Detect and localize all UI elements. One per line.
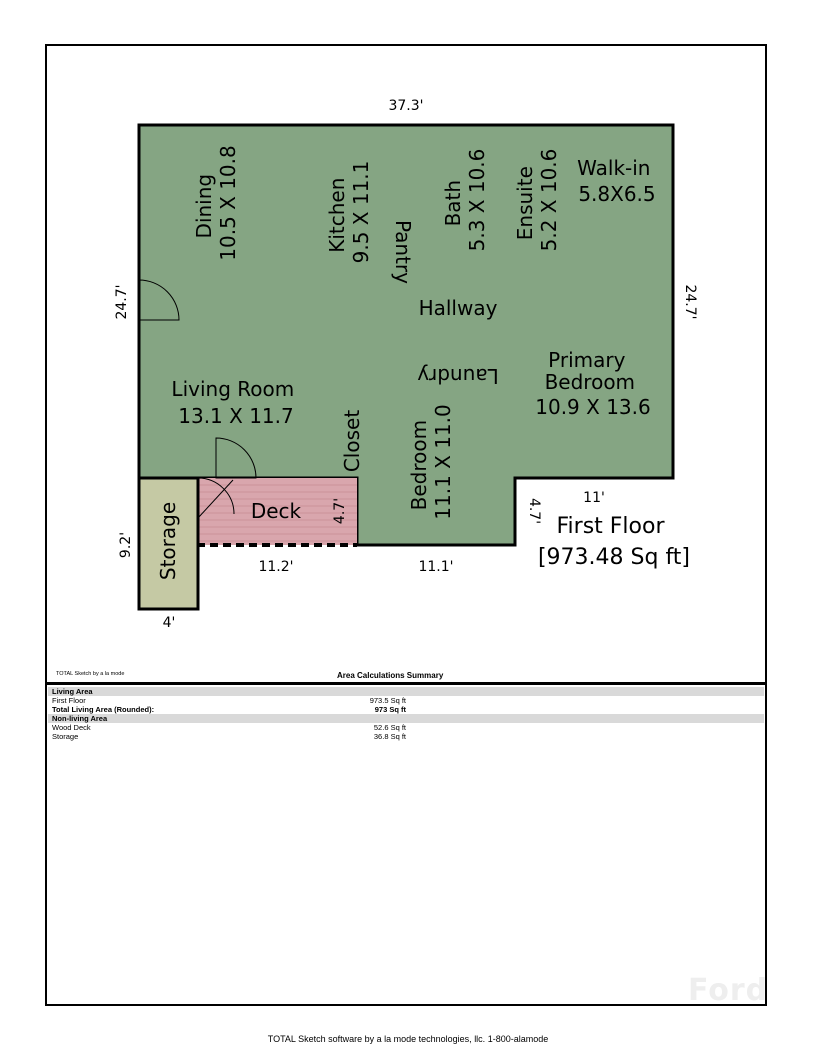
- dim-top: 37.3': [388, 98, 424, 114]
- watermark: Ford: [688, 973, 769, 1008]
- room-laundry: Laundry: [417, 364, 499, 388]
- room-closet: Closet: [340, 409, 364, 473]
- tool-label: TOTAL Sketch by a la mode: [56, 671, 125, 677]
- summary-row-value: 973.5 Sq ft: [369, 696, 406, 705]
- dim-deck-depth: 4.7': [332, 497, 348, 525]
- summary-row-label: Storage: [52, 732, 79, 741]
- room-dining: Dining 10.5 X 10.8: [192, 145, 240, 261]
- summary-row: [48, 723, 764, 732]
- dim-storage-width: 4': [162, 615, 176, 631]
- dim-notch-depth: 4.7': [526, 497, 542, 525]
- room-deck: Deck: [250, 499, 302, 523]
- floor-caption: First Floor [973.48 Sq ft]: [537, 514, 691, 570]
- footer-text: TOTAL Sketch software by a la mode technologies, llc. 1-800-alamode: [267, 1034, 549, 1044]
- summary-row-value: 36.8 Sq ft: [373, 732, 406, 741]
- summary-section-living: [48, 687, 764, 696]
- summary-row-value: 52.6 Sq ft: [373, 723, 406, 732]
- room-walkin: Walk-in 5.8X6.5: [577, 156, 656, 206]
- room-living: Living Room 13.1 X 11.7: [171, 377, 295, 428]
- room-bedroom: Bedroom 11.1 X 11.0: [407, 404, 455, 520]
- summary-section-label: Living Area: [52, 687, 93, 696]
- dim-deck-width: 11.2': [258, 559, 294, 575]
- summary-divider: [47, 682, 765, 685]
- summary-title: Area Calculations Summary: [337, 671, 444, 680]
- area-summary-table: [48, 687, 764, 741]
- summary-row-total: [48, 705, 764, 714]
- summary-row-label: Total Living Area (Rounded):: [52, 705, 155, 714]
- summary-section-nonliving: [48, 714, 764, 723]
- room-ensuite: Ensuite 5.2 X 10.6: [513, 148, 561, 252]
- summary-section-label: Non-living Area: [52, 714, 108, 723]
- room-storage: Storage: [156, 501, 180, 581]
- summary-row-value: 973 Sq ft: [374, 705, 406, 714]
- room-pantry: Pantry: [391, 220, 415, 284]
- summary-row: [48, 732, 764, 741]
- summary-row-label: First Floor: [52, 696, 86, 705]
- dim-storage-height: 9.2': [118, 531, 134, 559]
- summary-row-label: Wood Deck: [52, 723, 91, 732]
- dim-right: 24.7': [682, 284, 698, 320]
- room-hallway: Hallway: [418, 296, 498, 320]
- room-kitchen: Kitchen 9.5 X 11.1: [325, 160, 373, 264]
- dim-left: 24.7': [114, 284, 130, 320]
- summary-row: [48, 696, 764, 705]
- dim-notch-width: 11': [583, 490, 605, 506]
- room-bath: Bath 5.3 X 10.6: [441, 148, 489, 252]
- room-primary-bedroom: Primary Bedroom 10.9 X 13.6: [535, 348, 651, 419]
- dim-bedroom-width: 11.1': [418, 559, 454, 575]
